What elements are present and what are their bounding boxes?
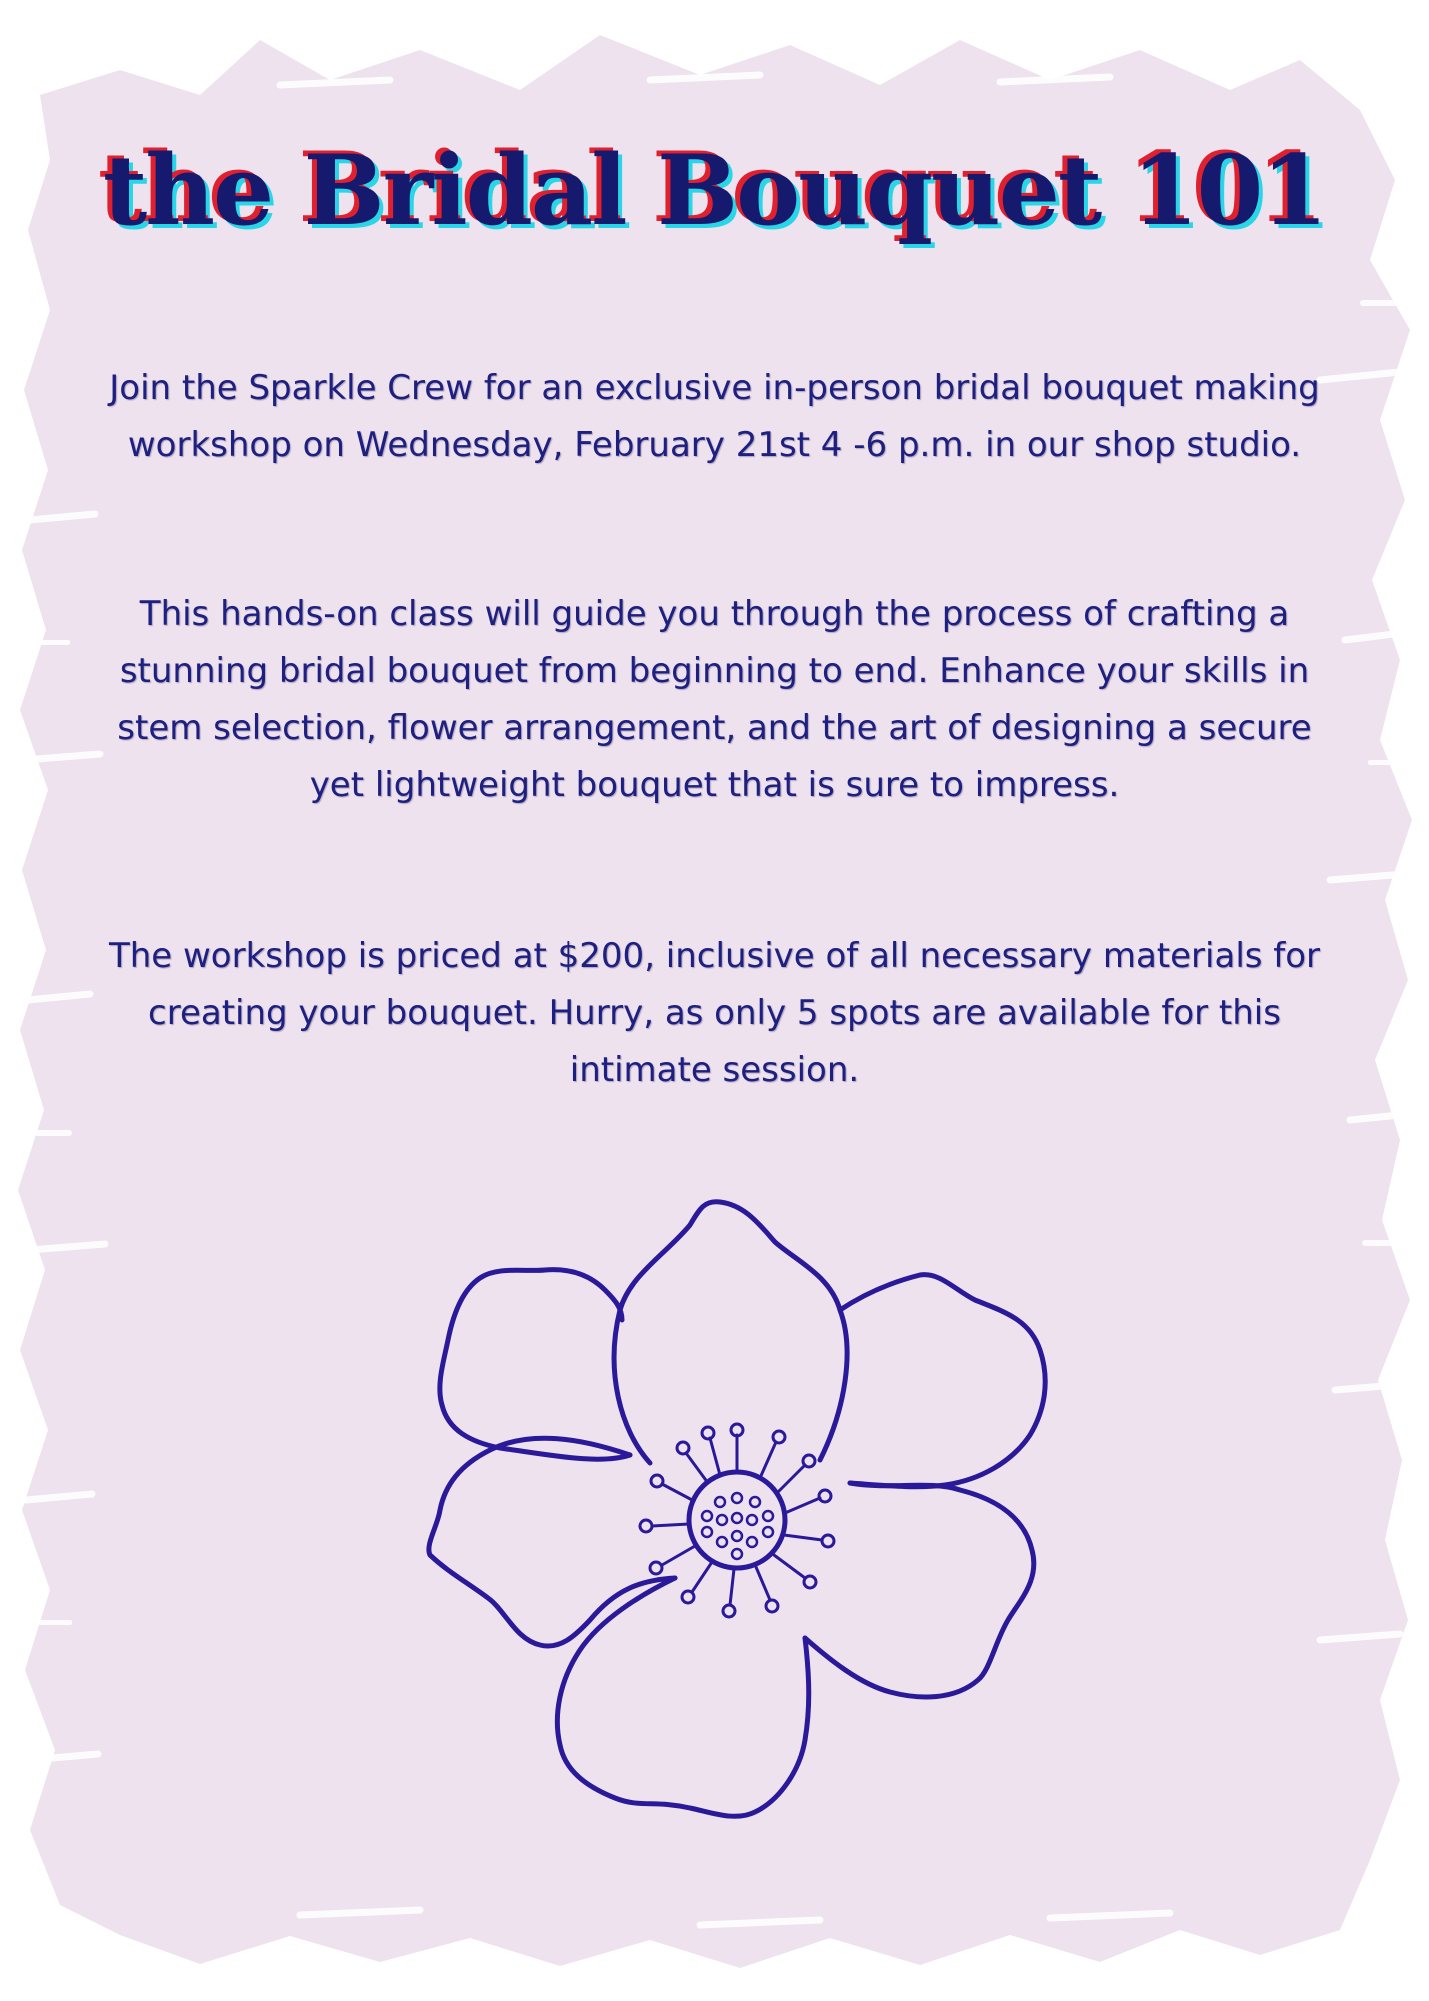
petal-top	[614, 1202, 847, 1463]
class-description-paragraph: This hands-on class will guide you through the process of crafting a stunning bridal bouquet from beginning to end. Enhance your skills in stem selection, flower arrangement, and the art of designing a secure yet lightweight bouquet that is sure to impress.	[117, 594, 1312, 805]
petal-upper-left	[440, 1270, 630, 1460]
pricing-paragraph: The workshop is priced at $200, inclusive of all necessary materials for creating your bouquet. Hurry, as only 5 spots are available for this intimate session.	[108, 936, 1321, 1090]
petal-upper-right	[840, 1275, 1045, 1487]
petal-lower-right	[805, 1483, 1034, 1697]
flower-outline-icon	[400, 1180, 1100, 1840]
page-title: the Bridal Bouquet 101	[102, 134, 1327, 247]
intro-paragraph: Join the Sparkle Crew for an exclusive in-person bridal bouquet making workshop on Wednesday, February 21st 4 -6 p.m. in our shop studio.	[109, 368, 1320, 465]
petal-lower-left	[429, 1438, 675, 1646]
